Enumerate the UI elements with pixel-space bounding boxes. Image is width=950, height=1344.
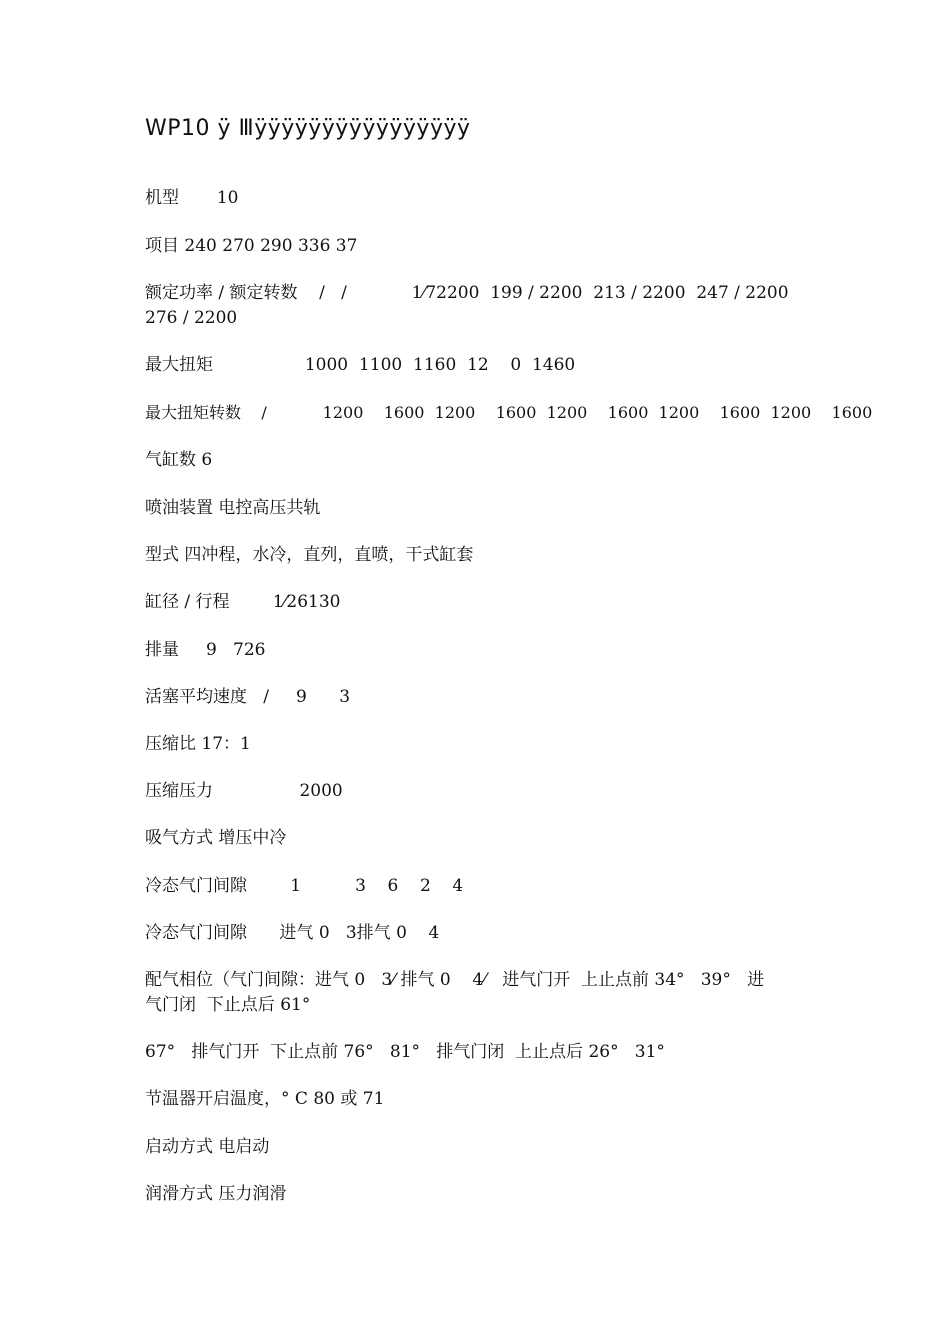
- spec-line-max-torque: 最大扭矩 1000 1100 1160 12 0 1460: [145, 355, 576, 375]
- spec-line-model: 机型 10: [145, 188, 239, 208]
- spec-line-compression-pressure: 压缩压力 2000: [145, 781, 343, 801]
- spec-line-start: 启动方式 电启动: [145, 1137, 270, 1157]
- spec-line-thermostat: 节温器开启温度，° C 80 或 71: [145, 1089, 385, 1109]
- document-title: WP10 ÿ Ⅲÿÿÿÿÿÿÿÿÿÿÿÿÿÿÿÿ: [145, 116, 471, 141]
- spec-line-lubrication: 润滑方式 压力润滑: [145, 1184, 287, 1204]
- spec-line-cylinders: 气缸数 6: [145, 450, 213, 470]
- spec-line-intake: 吸气方式 增压中冷: [145, 828, 287, 848]
- spec-line-type: 型式 四冲程，水冷，直列，直喷，干式缸套: [145, 545, 474, 565]
- spec-line-injection: 喷油装置 电控高压共轨: [145, 498, 321, 518]
- spec-line-max-torque-speed: 最大扭矩转数 / 1200 1600 1200 1600 1200 1600 1200 1600 1200 1600: [145, 403, 873, 422]
- spec-line-compression-ratio: 压缩比 17：1: [145, 734, 251, 754]
- spec-line-piston-speed: 活塞平均速度 / 9 3: [145, 687, 351, 707]
- spec-line-valve-clearance-2: 冷态气门间隙 进气 0 3排气 0 4: [145, 923, 440, 943]
- spec-line-valve-timing-cont: 气门闭 下止点后 61°: [145, 995, 311, 1015]
- spec-line-valve-timing: 配气相位（气门间隙：进气 0 3⁄ 排气 0 4⁄ 进气门开 上止点前 34° 39° 进: [145, 970, 765, 990]
- spec-line-item: 项目 240 270 290 336 37: [145, 236, 358, 256]
- spec-line-valve-timing-2: 67° 排气门开 下止点前 76° 81° 排气门闭 上止点后 26° 31°: [145, 1042, 665, 1062]
- spec-line-valve-clearance-1: 冷态气门间隙 1 3 6 2 4: [145, 876, 464, 896]
- spec-line-rated-power: 额定功率 / 额定转数 / / 1⁄72200 199 / 2200 213 / 2200 247 / 2200: [145, 283, 789, 303]
- spec-line-bore-stroke: 缸径 / 行程 1⁄26130: [145, 592, 341, 612]
- spec-line-rated-power-cont: 276 / 2200: [145, 308, 238, 328]
- spec-line-displacement: 排量 9 726: [145, 640, 266, 660]
